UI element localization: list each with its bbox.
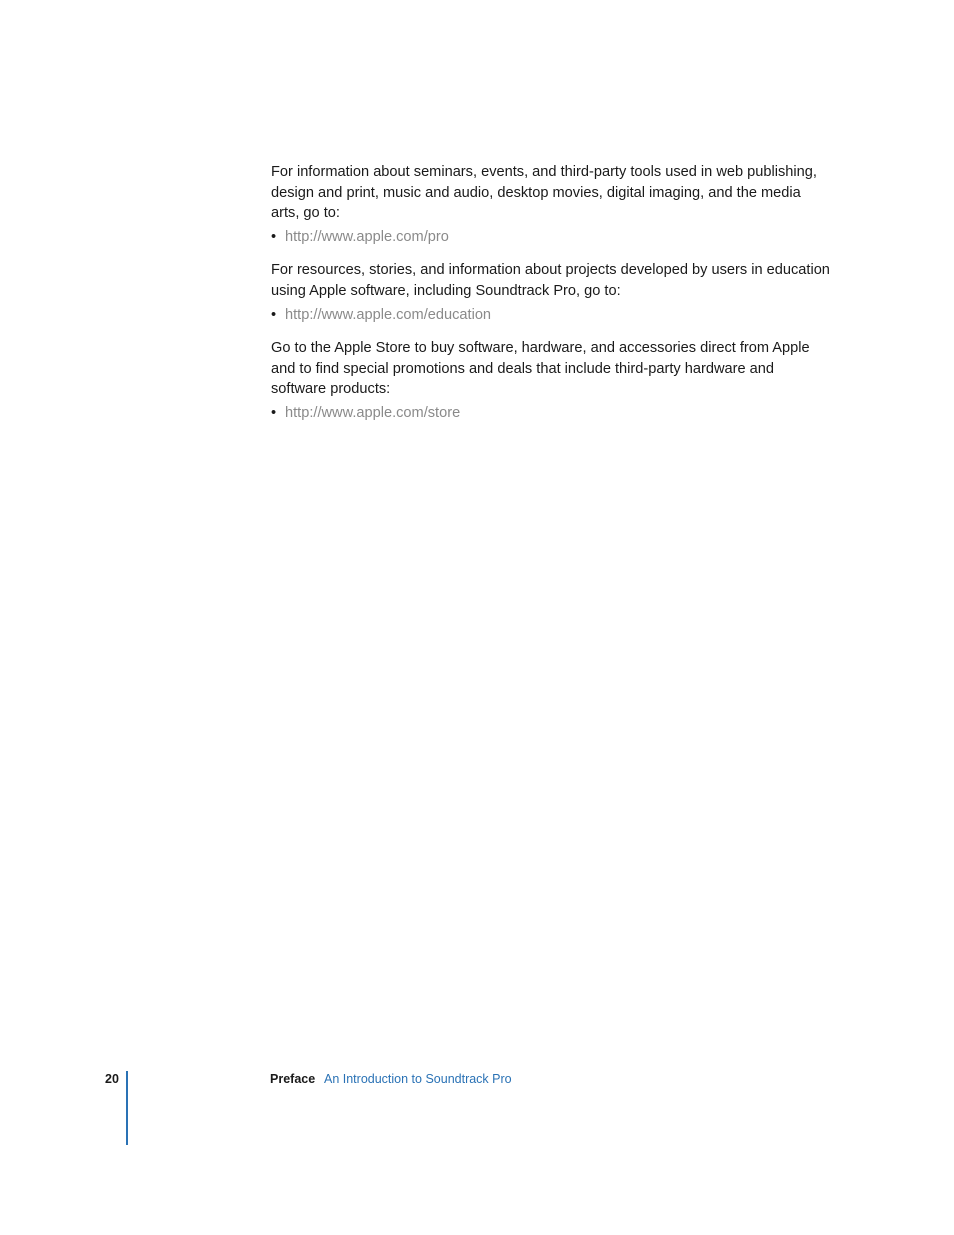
link-apple-store[interactable]: http://www.apple.com/store [285,404,461,421]
main-content [271,162,831,437]
bullet-glyph: • [271,228,277,245]
list-item [271,305,831,326]
footer-chapter-title: An Introduction to Soundtrack Pro [324,1072,512,1086]
link-apple-education[interactable]: http://www.apple.com/education [285,306,492,323]
page-number: 20 [105,1072,119,1086]
list-item [271,403,831,424]
paragraph-education-resources: For resources, stories, and information about projects developed by users in education using Apple software, including Soundtrack Pro, go to: [271,262,830,299]
link-apple-pro[interactable]: http://www.apple.com/pro [285,228,449,245]
paragraph-apple-store: Go to the Apple Store to buy software, hardware, and accessories direct from Apple and to find special promotions and deals that include third-party hardware and software products: [271,340,810,398]
bullet-glyph: • [271,306,277,323]
list-item [271,227,831,248]
footer-divider [126,1071,128,1145]
bullet-glyph: • [271,404,277,421]
footer-section-label: Preface [270,1072,316,1086]
paragraph-pro-resources: For information about seminars, events, and third-party tools used in web publishing, design and print, music and audio, desktop movies, digital imaging, and the media arts, go to: [271,164,817,222]
